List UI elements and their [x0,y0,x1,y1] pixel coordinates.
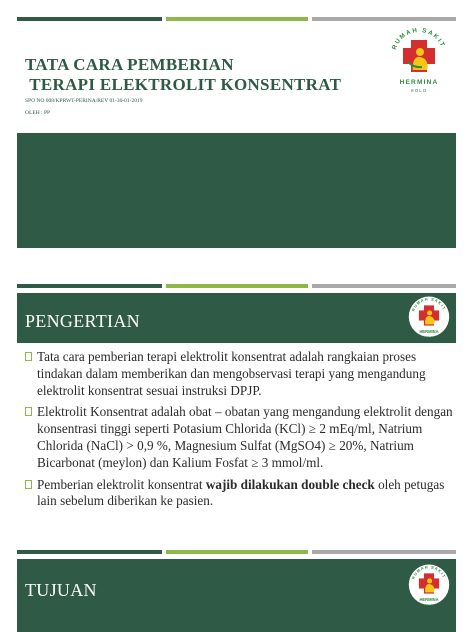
bullet-text-post: oleh petugas lain sebelum diberikan ke pasien. [37,476,445,509]
logo-city: SOLO [425,335,433,340]
slide-heading: PENGERTIAN [25,311,140,331]
bullet-box-icon [25,407,32,416]
logo-name: HERMINA [419,597,439,603]
bullet-text-bold: wajib dilakukan double check [205,476,375,492]
bullet-box-icon [25,480,32,489]
author-line: OLEH : PP [25,110,51,116]
hospital-logo [408,294,450,342]
stripe-dark-green [17,284,162,288]
stripe-light-green [166,550,308,554]
logo-name: HERMINA [419,329,439,335]
slide-tujuan [0,546,474,632]
stripe-dark-green [17,17,162,21]
bullet-text: Elektrolit Konsentrat adalah obat – obatan yang mengandung elektrolit dengan konsentrasi tinggi seperti Potasium Chlorida (KCl) ≥ 2 mEq/ml, Natrium Chlorida (NaCl) > 0,9 %, Magnesium Sulfat (MgSO4) ≥ 20%, Natrium Bicarbonat (meylon) dan Kalium Fosfat ≥ 3 mmol/ml. [37,404,453,470]
title-band [17,133,456,248]
bullet-text-pre: Pemberian elektrolit konsentrat [37,476,206,492]
logo-top-text: RUMAH SAKIT [410,564,448,581]
stripe-gray [312,550,456,554]
stripe-light-green [166,17,308,21]
logo-top-text: RUMAH SAKIT [390,26,447,51]
logo-name: HERMINA [399,79,439,86]
slide-title [0,0,474,268]
slide-pengertian [0,280,474,548]
bullet-box-icon [25,352,32,361]
slide-heading: TUJUAN [25,580,97,600]
logo-city: SOLO [425,603,433,608]
stripe-gray [312,284,456,288]
stripe-dark-green [17,550,162,554]
bullet-text: Tata cara pemberian terapi elektrolit konsentrat adalah rangkaian proses tindakan dalam memberikan dan mengobservasi terapi yang mengandung elektrolit konsentrat sesuai instruksi DPJP. [37,349,426,398]
header-stripes [17,17,456,21]
bullet-item [25,349,455,399]
header-stripes [17,550,456,554]
logo-top-text: RUMAH SAKIT [410,296,448,313]
stripe-light-green [166,284,308,288]
bullet-list [25,349,455,515]
bullet-item [25,477,455,511]
spo-number: SPO NO 008/KPRWT-PERINA/REV 01-30-01-2019 [25,98,143,104]
stripe-gray [312,17,456,21]
bullet-item [25,404,455,471]
header-stripes [17,284,456,288]
presentation-title: TATA CARA PEMBERIAN TERAPI ELEKTROLIT KONSENTRAT [25,55,342,94]
hospital-logo [386,22,452,98]
logo-city: SOLO [410,88,428,93]
hospital-logo [408,562,450,610]
